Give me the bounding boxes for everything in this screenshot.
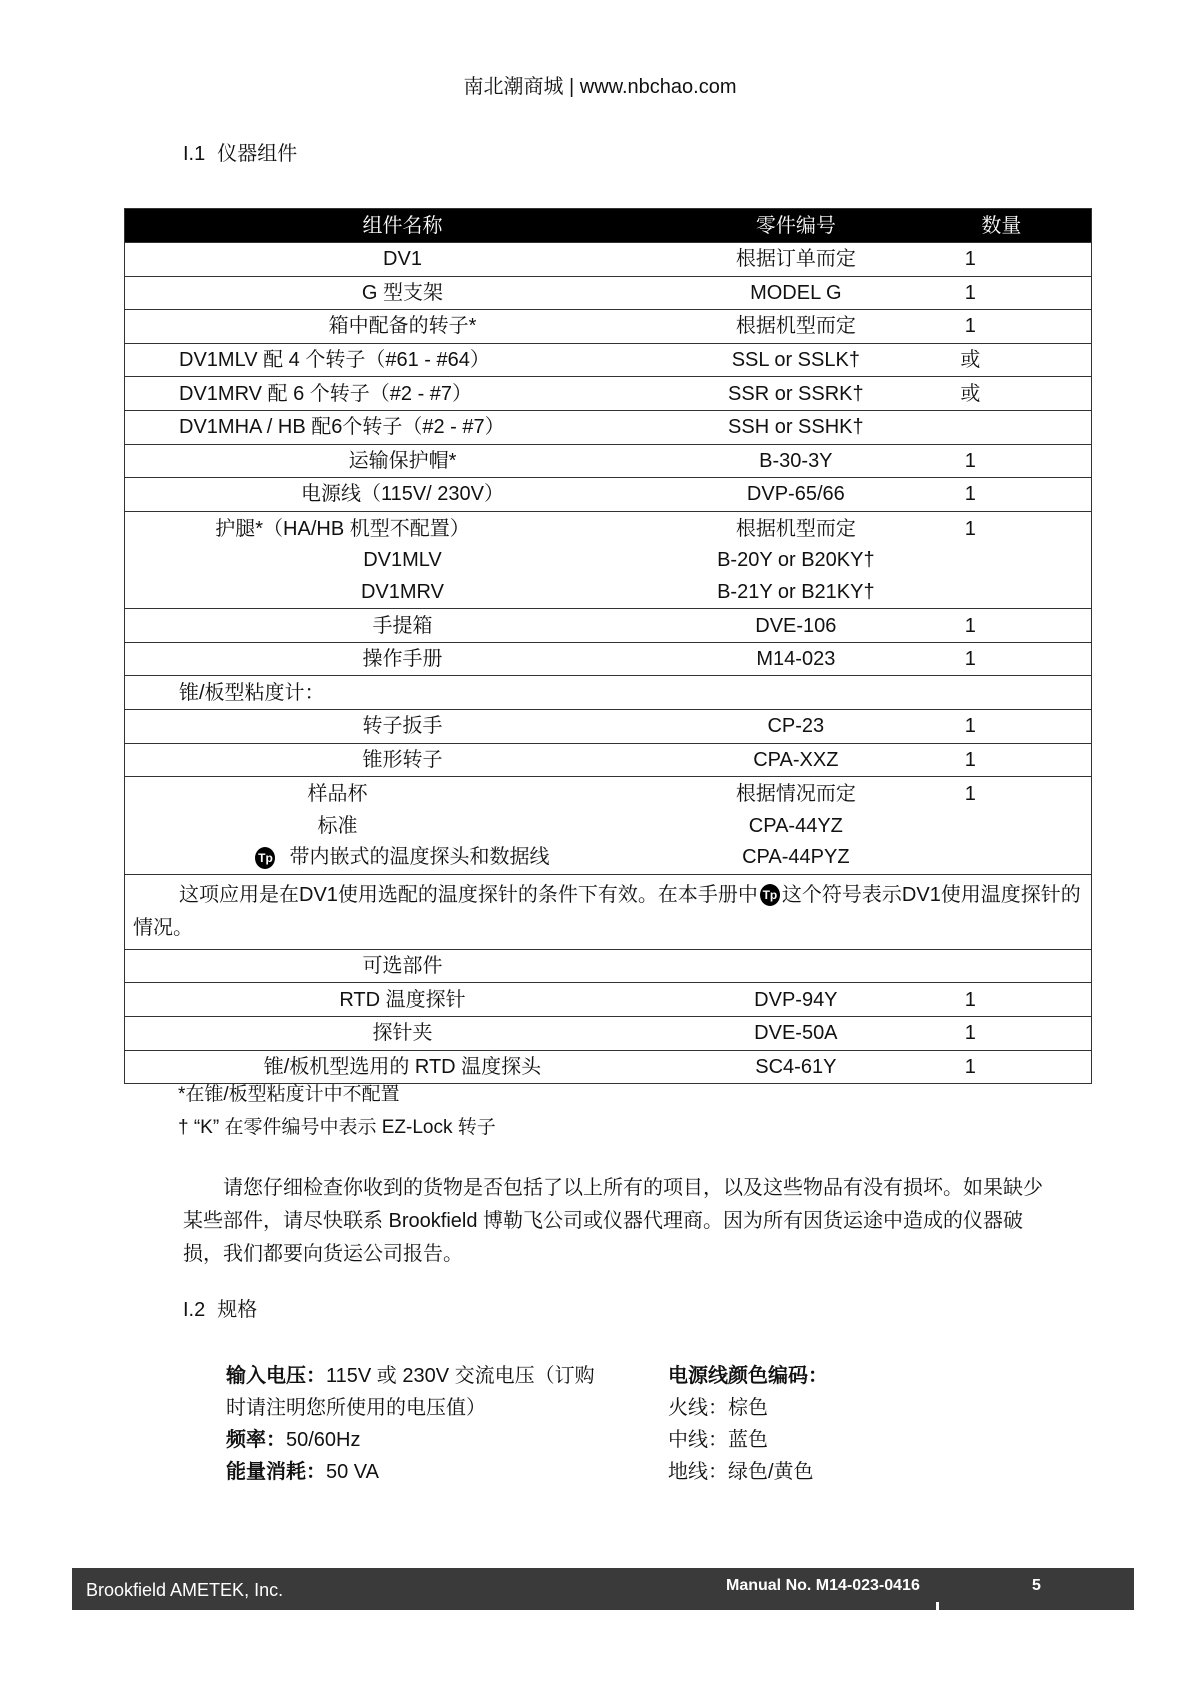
- cell-name: 手提箱: [125, 609, 680, 643]
- legs-sub2-part: B-21Y or B21KY†: [717, 580, 875, 603]
- cell-part: DVP-94Y: [680, 983, 912, 1017]
- section-title-components: [183, 137, 297, 166]
- spec-power: 能量消耗：50 VA: [226, 1461, 379, 1483]
- cup-sub2-name: 带内嵌式的温度探头和数据线: [289, 846, 550, 869]
- table-row: [125, 410, 1092, 444]
- page-number: 5: [1032, 1577, 1041, 1594]
- footer-divider: [936, 1602, 939, 1610]
- footer-company: Brookfield AMETEK, Inc.: [86, 1580, 284, 1600]
- cup-sub2-part: CPA-44PYZ: [742, 846, 850, 869]
- cell-part: SSR or SSRK†: [680, 377, 912, 411]
- cell-name: DV1MHA / HB 配6个转子（#2 - #7）: [125, 410, 680, 444]
- cell-qty: [912, 410, 1092, 444]
- color-ground: 地线：绿色/黄色: [668, 1461, 814, 1483]
- cell-qty: 1: [912, 310, 1092, 344]
- temperature-probe-note: 这项应用是在DV1使用选配的温度探针的条件下有效。在本手册中 Tp 这个符号表示DV1使用温度探针的情况。: [125, 874, 1092, 949]
- page-footer: [72, 1568, 1134, 1610]
- legs-sub1-name: DV1MLV: [363, 549, 442, 572]
- legs-sub1-part: B-20Y or B20KY†: [717, 549, 875, 572]
- table-row-note: [125, 874, 1092, 949]
- cell-part: DVE-50A: [680, 1016, 912, 1050]
- legs-sub2-name: DV1MRV: [360, 580, 444, 603]
- cup-qty: 1: [964, 783, 976, 806]
- legs-name: 护腿*（HA/HB 机型不配置）: [215, 517, 470, 540]
- cell-qty: 或: [912, 343, 1092, 377]
- cell-qty: 1: [912, 444, 1092, 478]
- cup-sub1-name: 标准: [317, 814, 358, 837]
- table-row: [125, 243, 1092, 277]
- cell-qty: 1: [912, 983, 1092, 1017]
- cell-name: DV1MLV 配 4 个转子（#61 - #64）: [125, 343, 680, 377]
- cell-part: [680, 511, 912, 609]
- header-quantity: 数量: [912, 209, 1092, 243]
- legs-qty: 1: [964, 517, 976, 540]
- cell-name: 箱中配备的转子*: [125, 310, 680, 344]
- spec-frequency: 频率：50/60Hz: [226, 1429, 361, 1451]
- table-row: [125, 343, 1092, 377]
- table-row-legs: [125, 511, 1092, 609]
- section-title-specs: [183, 1293, 257, 1322]
- table-row: [125, 377, 1092, 411]
- cell-qty: 1: [912, 642, 1092, 676]
- cell-qty: 1: [912, 276, 1092, 310]
- cell-qty: 1: [912, 710, 1092, 744]
- table-row: [125, 710, 1092, 744]
- table-row-cone-heading: [125, 676, 1092, 710]
- table-row: [125, 642, 1092, 676]
- legs-part: 根据机型而定: [735, 517, 856, 540]
- power-cord-colors: [668, 1360, 828, 1488]
- table-row-optional-heading: [125, 949, 1092, 983]
- table-row: [125, 276, 1092, 310]
- colors-title: 电源线颜色编码：: [668, 1365, 828, 1387]
- cell-qty: [912, 511, 1092, 609]
- cone-plate-heading: 锥/板型粘度计：: [125, 676, 680, 710]
- table-row: [125, 743, 1092, 777]
- table-row: [125, 444, 1092, 478]
- cell-part: M14-023: [680, 642, 912, 676]
- site-header: 南北潮商城 | www.nbchao.com: [463, 76, 737, 98]
- cell-name: DV1MRV 配 6 个转子（#2 - #7）: [125, 377, 680, 411]
- table-row: [125, 310, 1092, 344]
- cell-part: [680, 777, 912, 875]
- cell-qty: 1: [912, 609, 1092, 643]
- cell-name: 锥/板机型选用的 RTD 温度探头: [125, 1050, 680, 1084]
- cell-part: 根据订单而定: [680, 243, 912, 277]
- table-header-row: [125, 209, 1092, 243]
- cup-sub2: [125, 842, 680, 874]
- section-number: I.2: [183, 1299, 206, 1321]
- cell-name: 探针夹: [125, 1016, 680, 1050]
- cell-qty: 1: [912, 1016, 1092, 1050]
- spec-voltage: 输入电压：115V 或 230V 交流电压（订购时请注明您所使用的电压值）: [226, 1365, 595, 1419]
- cell-part: 根据机型而定: [680, 310, 912, 344]
- cell-part: SSL or SSLK†: [680, 343, 912, 377]
- cell-name: DV1: [125, 243, 680, 277]
- cell-name: 运输保护帽*: [125, 444, 680, 478]
- section-title-text: 仪器组件: [217, 143, 298, 165]
- optional-parts-heading: 可选部件: [125, 949, 680, 983]
- cup-sub1-part: CPA-44YZ: [748, 814, 843, 837]
- table-row: [125, 983, 1092, 1017]
- cell-name: 电源线（115V/ 230V）: [125, 478, 680, 512]
- section-title-text: 规格: [217, 1299, 258, 1321]
- table-row: [125, 478, 1092, 512]
- cell-part: MODEL G: [680, 276, 912, 310]
- components-table: [124, 208, 1092, 1084]
- cell-part: CP-23: [680, 710, 912, 744]
- cell-part: CPA-XXZ: [680, 743, 912, 777]
- cell-name: [125, 777, 680, 875]
- cell-part: DVE-106: [680, 609, 912, 643]
- specifications: [226, 1360, 606, 1488]
- cell-qty: 1: [912, 478, 1092, 512]
- section-number: I.1: [183, 143, 206, 165]
- footnotes: [178, 1078, 496, 1144]
- footnote-not-included: *在锥/板型粘度计中不配置: [178, 1084, 400, 1105]
- cell-name: G 型支架: [125, 276, 680, 310]
- header-component-name: 组件名称: [125, 209, 680, 243]
- cell-name: 转子扳手: [125, 710, 680, 744]
- cup-name: 样品杯: [307, 783, 368, 806]
- cell-qty: 1: [912, 1050, 1092, 1084]
- cell-name: 操作手册: [125, 642, 680, 676]
- temperature-probe-icon: Tp: [760, 884, 780, 906]
- cell-name: [125, 511, 680, 609]
- cell-part: DVP-65/66: [680, 478, 912, 512]
- header-part-number: 零件编号: [680, 209, 912, 243]
- table-row-sample-cup: [125, 777, 1092, 875]
- footnote-ez-lock: † “K” 在零件编号中表示 EZ-Lock 转子: [178, 1117, 496, 1138]
- cell-part: B-30-3Y: [680, 444, 912, 478]
- table-row: [125, 1016, 1092, 1050]
- temperature-probe-icon: Tp: [255, 847, 275, 869]
- inspection-paragraph: 请您仔细检查你收到的货物是否包括了以上所有的项目，以及这些物品有没有损坏。如果缺少某些部件，请尽快联系 Brookfield 博勒飞公司或仪器代理商。因为所有因货运途中造成的仪器破损，我们都要向货运公司报告。: [183, 1177, 1043, 1265]
- cell-qty: 1: [912, 743, 1092, 777]
- cup-part: 根据情况而定: [735, 783, 856, 806]
- table-row: [125, 609, 1092, 643]
- color-neutral: 中线：蓝色: [668, 1429, 768, 1451]
- color-live: 火线：棕色: [668, 1397, 768, 1419]
- cell-part: SC4-61Y: [680, 1050, 912, 1084]
- cell-qty: 或: [912, 377, 1092, 411]
- cell-qty: 1: [912, 243, 1092, 277]
- cell-qty: [912, 777, 1092, 875]
- cell-part: SSH or SSHK†: [680, 410, 912, 444]
- cell-name: RTD 温度探针: [125, 983, 680, 1017]
- footer-manual-number: Manual No. M14-023-0416: [726, 1577, 920, 1594]
- cell-name: 锥形转子: [125, 743, 680, 777]
